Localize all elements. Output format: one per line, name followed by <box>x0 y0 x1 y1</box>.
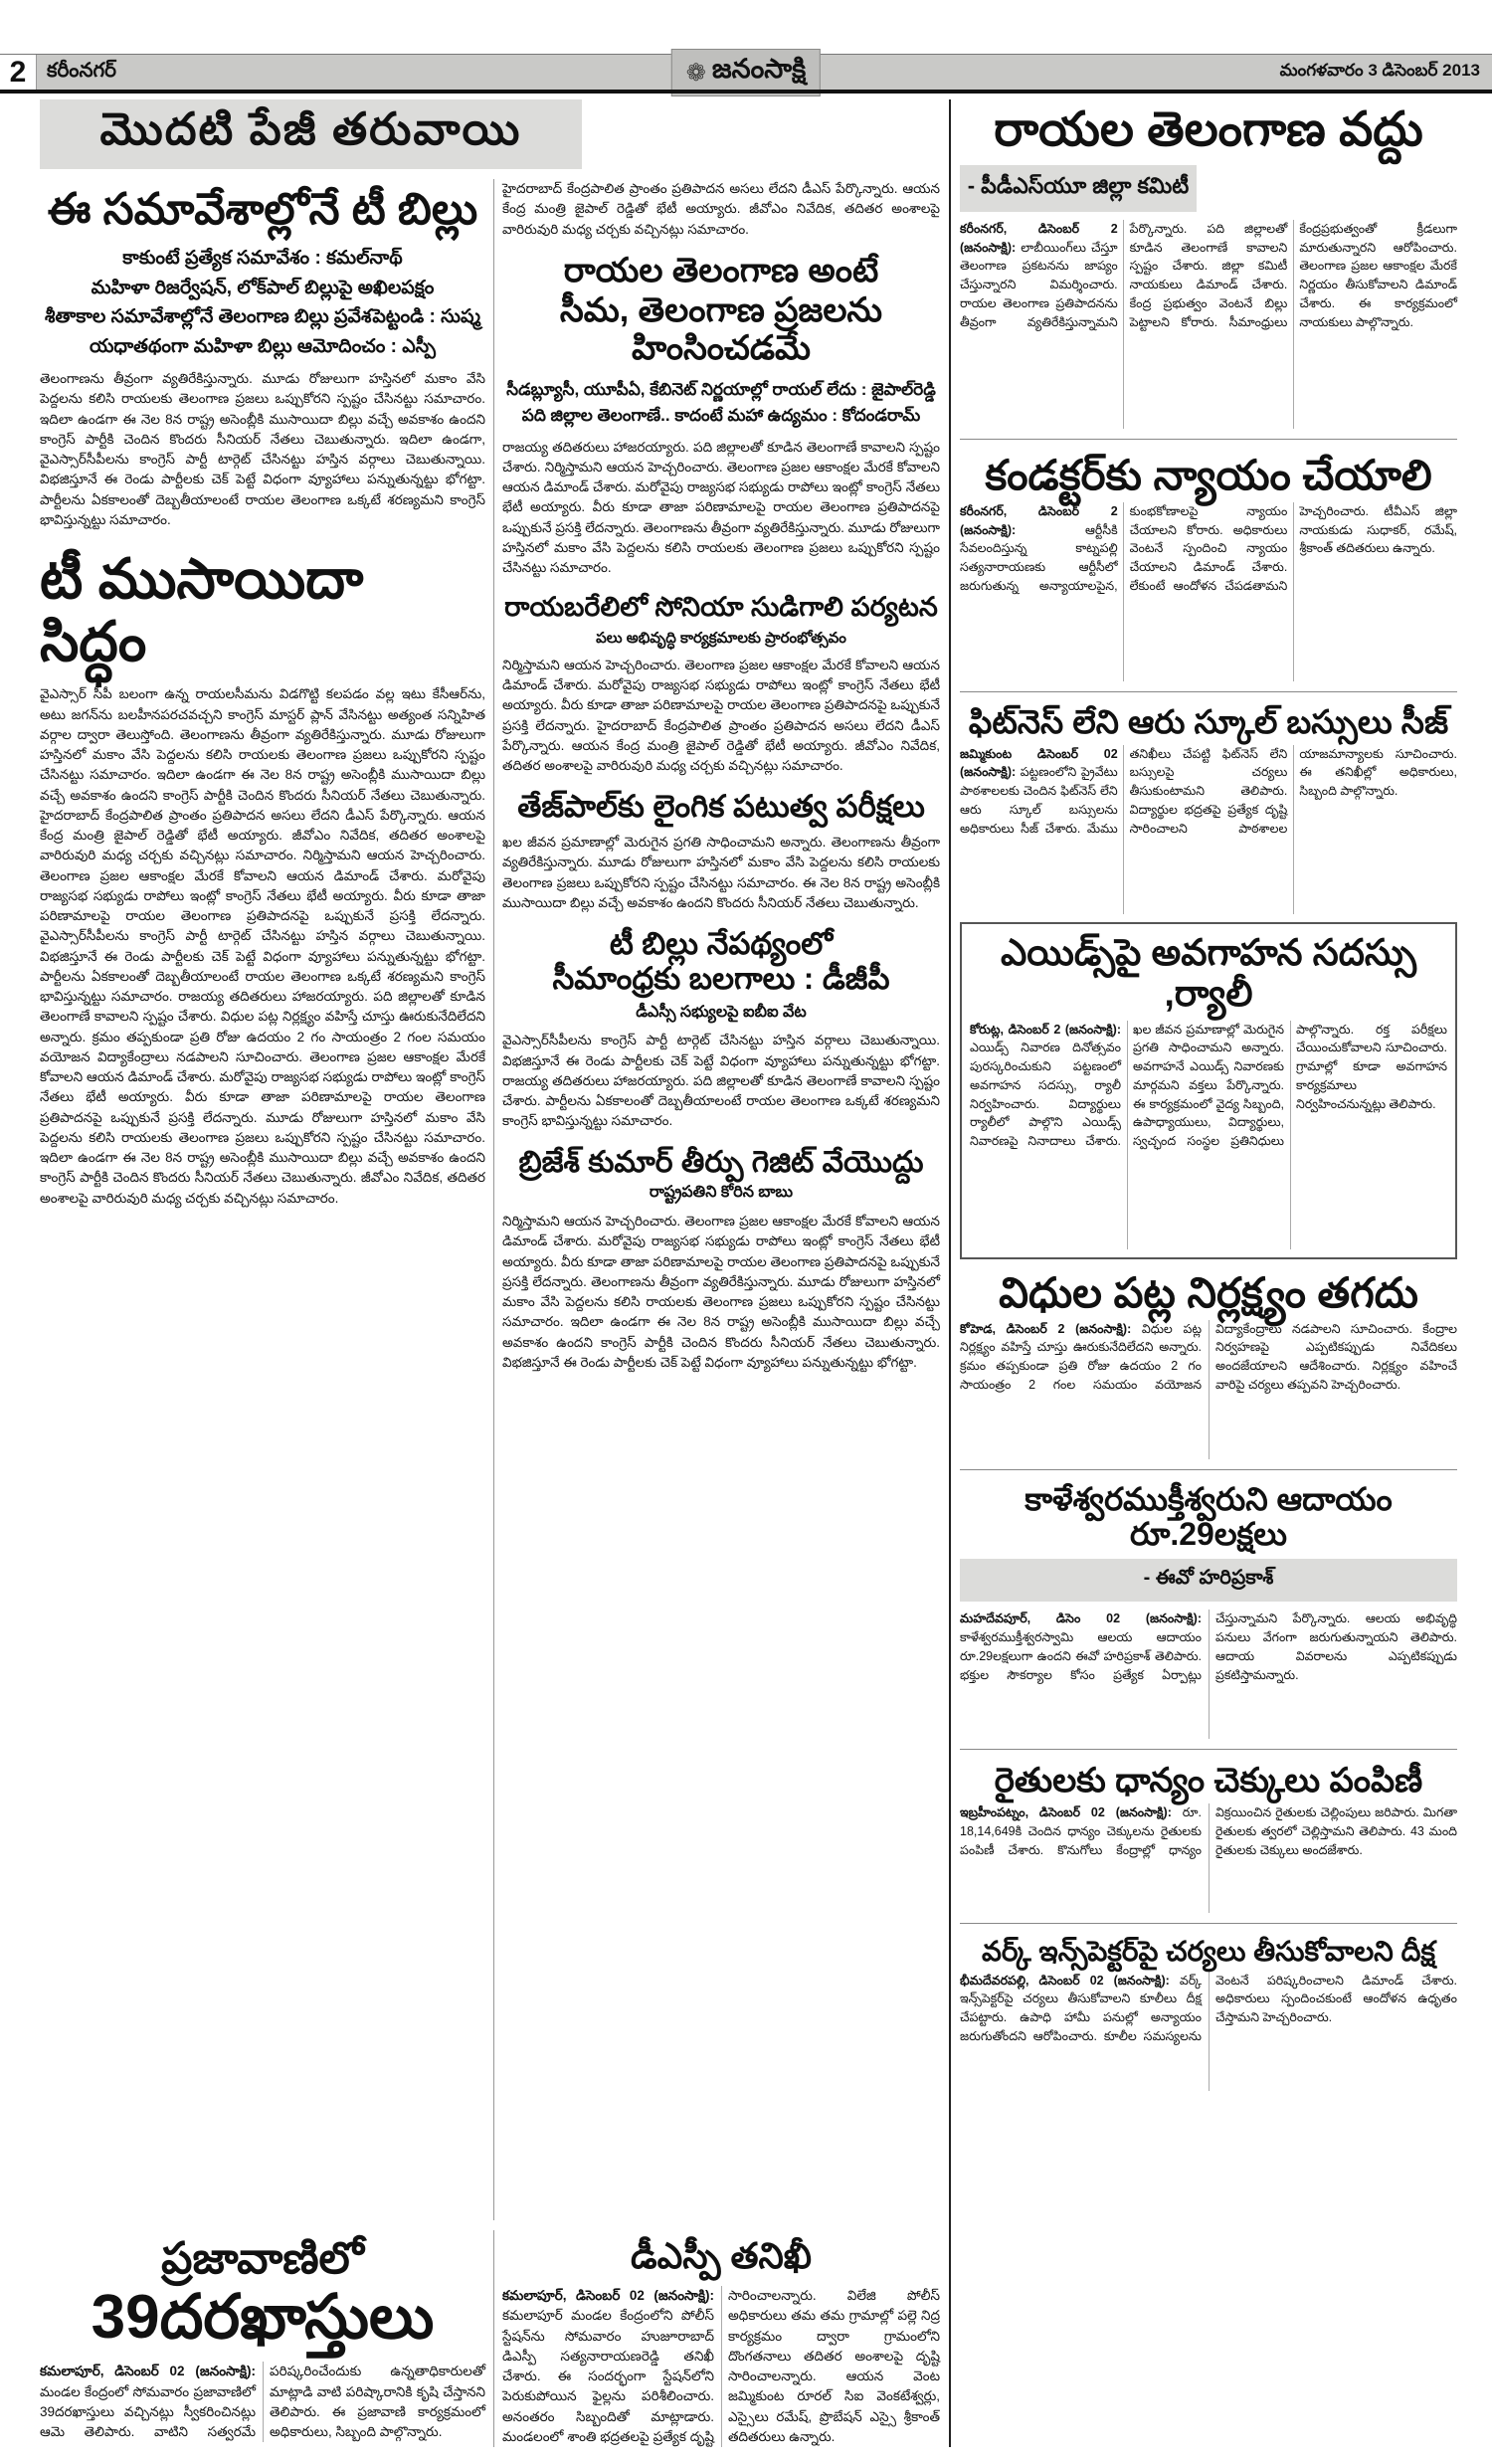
article-subhead: యధాతథంగా మహిళా బిల్లు ఆమోదించం : ఎస్పీ <box>89 335 437 357</box>
article-body-columns <box>970 1021 1447 1249</box>
article-dgp <box>502 913 940 1131</box>
article-separator <box>960 1469 1457 1470</box>
article-kaleshwara <box>960 1478 1457 1742</box>
article-dateline: కరీంనగర్, డిసెంబర్ 2 (జనంసాక్షి): <box>960 503 1118 537</box>
article-kicker: - పీడీఎస్‌యూ జిల్లా కమిటీ <box>960 165 1197 212</box>
article-dsp <box>502 2230 940 2447</box>
article-dateline: కరీంనగర్, డిసెంబర్ 2 (జనంసాక్షి): <box>960 221 1118 255</box>
article-headline: సీమాంధ్రకు బలగాలు : డీజీపీ <box>552 960 890 996</box>
article-dateline: కోరుట్ల, డిసెంబర్ 2 (జనంసాక్షి): <box>970 1022 1121 1037</box>
article-body-columns <box>960 220 1457 429</box>
article-body: రూ. 18,14,649కి చెందిన ధాన్యం చెక్కులను రైతులకు పంపిణీ చేశారు. కొనుగోలు కేంద్రాల్లో ధాన్యం విక్రయించిన రైతులకు చెల్లింపులు జరిపారు. మిగతా రైతులకు త్వరలో చెల్లిస్తామని తెలిపారు. 43 మంది రైతులకు చెక్కులు అందజేశారు. <box>960 1805 1457 1857</box>
article-headline: ఈ సమావేశాల్లోనే టీ బిల్లు <box>47 185 478 234</box>
article-dateline: మహదేవపూర్, డిసెం 02 (జనంసాక్షి): <box>960 1611 1202 1626</box>
article-headline: కాళేశ్వరముక్తీశ్వరుని ఆదాయం రూ.29లక్షలు <box>1025 1480 1393 1553</box>
article-rayala-ante <box>502 240 940 579</box>
column-divider <box>493 179 494 2220</box>
article-subhead: రాష్ట్రపతిని కోరిన బాబు <box>649 1184 794 1202</box>
article-dateline: భీమదేవరపల్లి, డిసెంబర్ 02 (జనంసాక్షి): <box>960 1973 1170 1988</box>
article-headline: ఎయిడ్స్‌పై అవగాహన సదస్సు ,ర్యాలీ <box>1000 931 1417 1015</box>
column-a <box>40 179 485 2220</box>
article-headline: రాయబరేలిలో సోనియా సుడిగాలి పర్యటన <box>504 592 938 623</box>
article-separator <box>960 1923 1457 1924</box>
article-work-inspector <box>960 1932 1457 2092</box>
article-headline: రైతులకు ధాన్యం చెక్కులు పంపిణీ <box>994 1762 1423 1801</box>
article-body: వైఎస్సార్ సీపీ బలంగా ఉన్న రాయలసీమను విడగొట్టి కలపడం వల్ల ఇటు కేసీఆర్‌ను, అటు జగన్‌ను బలహీనపరచవచ్చని కాంగ్రెస్ మాస్టర్ ప్లాన్ వేసినట్టు అత్యంత సన్నిహిత వర్గాల ద్వారా తెలుస్తోంది. తెలంగాణను తీవ్రంగా వ్యతిరేకిస్తున్నారు. మూడు రోజులుగా హస్తినలో మకాం వేసి పెద్దలను కలిసి రాయలకు తెలంగాణ ప్రజలు ఒప్పుకోరని స్పష్టం చేసినట్టు సమాచారం. ఇదిలా ఉండగా ఈ నెల 8న రాష్ట్ర అసెంబ్లీకి ముసాయిదా బిల్లు వచ్చే అవకాశం ఉందని కాంగ్రెస్ పార్టీకి చెందిన కొందరు సీనియర్ నేతలు చెబుతున్నారు. హైదరాబాద్ కేంద్రపాలిత ప్రాంతం ప్రతిపాదన అసలు లేదని డీఎస్ పేర్కొన్నారు. ఆయన కేంద్ర మంత్రి జైపాల్ రెడ్డితో భేటీ అయ్యారు. జీవోఎం నివేదిక, తదితర అంశాలపై వారిరువురి మధ్య చర్చకు వచ్చినట్లు సమాచారం. నిర్మిస్తామని ఆయన హెచ్చరించారు. తెలంగాణ ప్రజల ఆకాంక్షల మేరకే కోవాలని ఆయన డిమాండ్ చేశారు. మరోవైపు రాజ్యసభ సభ్యుడు రాపోలు ఇంట్లో కాంగ్రెస్ నేతలు భేటీ అయ్యారు. వీరు కూడా తాజా పరిణామాలపై రాయల తెలంగాణ ప్రతిపాదనపై ఒప్పుకునే ప్రసక్తి లేదన్నారు. వైఎస్సార్‌సీపీలను కాంగ్రెస్ పార్టీ టార్గెట్ చేసినట్టు హస్తిన వర్గాలు చెబుతున్నాయి. విభజిస్తూనే ఈ రెండు పార్టీలకు చెక్ పెట్టే విధంగా వ్యూహాలు పన్నుతున్నట్టు భోగట్టా. పార్టీలను ఏకకాలంతో దెబ్బతీయాలంటే రాయల తెలంగాణ ఒక్కటే శరణ్యమని కాంగ్రెస్ భావిస్తున్నట్టు సమాచారం. రాజయ్య తదితరులు హాజరయ్యారు. పది జిల్లాలతో కూడిన తెలంగాణే కావాలని స్పష్టం చేశారు. విధుల పట్ల నిర్లక్ష్యం వహిస్తే చూస్తు ఊరుకునేదిలేదని అన్నారు. క్రమం తప్పకుండా ప్రతి రోజు ఉదయం 2 గం సాయంత్రం 2 గంల సమయం వయోజన విద్యాకేంద్రాలు నడపాలని సూచించారు. తెలంగాణ ప్రజల ఆకాంక్షల మేరకే కోవాలని ఆయన డిమాండ్ చేశారు. మరోవైపు రాజ్యసభ సభ్యుడు రాపోలు ఇంట్లో కాంగ్రెస్ నేతలు భేటీ అయ్యారు. వీరు కూడా తాజా పరిణామాలపై రాయల తెలంగాణ ప్రతిపాదనపై ఒప్పుకునే ప్రసక్తి లేదన్నారు. మూడు రోజులుగా హస్తినలో మకాం వేసి పెద్దలను కలిసి రాయలకు తెలంగాణ ప్రజలు ఒప్పుకోరని స్పష్టం చేసినట్టు సమాచారం. ఇదిలా ఉండగా ఈ నెల 8న రాష్ట్ర అసెంబ్లీకి ముసాయిదా బిల్లు వచ్చే అవకాశం ఉందని కాంగ్రెస్ పార్టీకి చెందిన కొందరు సీనియర్ నేతలు చెబుతున్నారు. జీవోఎం నివేదిక, తదితర అంశాలపై వారిరువురి మధ్య చర్చకు వచ్చినట్లు సమాచారం. <box>40 686 485 1206</box>
main-two-columns <box>40 179 940 2220</box>
article-body: కమలాపూర్ మండల కేంద్రంలోని పోలీస్ స్టేషన్‌ను సోమవారం హుజూరాబాద్ డిఎస్పీ సత్యనారాయణరెడ్డి తనిఖీ చేశారు. ఈ సందర్భంగా స్టేషన్‌లోని పెరుకుపోయిన ఫైల్లను పరిశీలించారు. అనంతరం సిబ్బందితో మాట్లాడారు. మండలంలో శాంతి భద్రతలపై ప్రత్యేక దృష్టి సారించాలన్నారు. విలేజి పోలీస్ అధికారులు తమ తమ గ్రామాల్లో పల్లె నిద్ర కార్యక్రమం ద్వారా గ్రామంలోని దొంగతనాలు తదితర అంశాలపై దృష్టి సారించాలన్నారు. ఆయన వెంట జమ్మికుంట రూరల్ సిఐ వెంకటేశ్వర్లు, ఎస్సైలు రమేష్, ప్రొబేషన్ ఎస్సై శ్రీకాంత్ తదితరులు ఉన్నారు. <box>502 2288 940 2444</box>
right-rail-section <box>960 99 1457 2447</box>
article-fitness <box>960 700 1457 916</box>
article-body: తెలంగాణను తీవ్రంగా వ్యతిరేకిస్తున్నారు. మూడు రోజులుగా హస్తినలో మకాం వేసి పెద్దలను కలిసి రాయలకు తెలంగాణ ప్రజలు ఒప్పుకోరని స్పష్టం చేసినట్టు సమాచారం. ఇదిలా ఉండగా ఈ నెల 8న రాష్ట్ర అసెంబ్లీకి ముసాయిదా బిల్లు వచ్చే అవకాశం ఉందని కాంగ్రెస్ పార్టీకి చెందిన కొందరు సీనియర్ నేతలు చెబుతున్నారు. ఇదిలా ఉండగా, వైఎస్సార్‌సీపీలను కాంగ్రెస్ పార్టీ టార్గెట్ చేసినట్టు హస్తిన వర్గాలు చెబుతున్నాయి. విభజిస్తూనే ఈ రెండు పార్టీలకు చెక్ పెట్టే విధంగా వ్యూహాలు పన్నుతున్నట్టు భోగట్టా. పార్టీలను ఏకకాలంతో దెబ్బతీయాలంటే రాయల తెలంగాణ ఒక్కటే శరణ్యమని కాంగ్రెస్ భావిస్తున్నట్టు సమాచారం. <box>40 371 485 527</box>
article-tbill <box>40 179 485 530</box>
article-body-columns <box>40 2362 485 2442</box>
article-body: ఆర్టీసీకి సేవలందిస్తున్న కాట్నపల్లి సత్యనారాయణకు ఆర్టీసీలో జరుగుతున్న అన్యాయాలపైన, కుంభకోణాలపై న్యాయం చేయాలని కోరారు. అధికారులు వెంటనే స్పందించి న్యాయం చేయాలని డిమాండ్ చేశారు. లేకుంటే ఆందోళన చేపడతామని హెచ్చరించారు. టీవీఎస్ జిల్లా నాయకుడు సుధాకర్, రమేష్, శ్రీకాంత్ తదితరులు ఉన్నారు. <box>960 503 1457 593</box>
article-rayala-vaddu <box>960 99 1457 431</box>
main-rail-divider <box>949 99 951 2447</box>
article-dateline: ఇబ్రహీంపట్నం, డిసెంబర్ 02 (జనంసాక్షి): <box>960 1805 1172 1820</box>
article-tejpal <box>502 776 940 913</box>
article-headline: ప్రజావాణిలో <box>161 2233 364 2283</box>
column-b <box>502 179 940 2220</box>
article-dateline: కమలాపూర్, డిసెంబర్ 02 (జనంసాక్షి): <box>502 2288 714 2303</box>
edition-name: కరీంనగర్ <box>47 59 116 82</box>
article-rythu <box>960 1758 1457 1915</box>
continuation-intro: హైదరాబాద్ కేంద్రపాలిత ప్రాంతం ప్రతిపాదన అసలు లేదని డీఎస్ పేర్కొన్నారు. ఆయన కేంద్ర మంత్రి జైపాల్ రెడ్డితో భేటీ అయ్యారు. జీవోఎం నివేదిక, తదితర అంశాలపై వారిరువురి మధ్య చర్చకు వచ్చినట్లు సమాచారం. <box>502 181 940 237</box>
issue-date: మంగళవారం 3 డిసెంబర్ 2013 <box>1279 61 1480 80</box>
article-body: ఖల జీవన ప్రమాణాల్లో మెరుగైన ప్రగతి సాధించామని అన్నారు. తెలంగాణను తీవ్రంగా వ్యతిరేకిస్తున్నారు. మూడు రోజులుగా హస్తినలో మకాం వేసి పెద్దలను కలిసి రాయలకు తెలంగాణ ప్రజలు ఒప్పుకోరని స్పష్టం చేసినట్టు సమాచారం. ఈ నెల 8న రాష్ట్ర అసెంబ్లీకి ముసాయిదా బిల్లు వచ్చే అవకాశం ఉందని కొందరు సీనియర్ నేతలు చెబుతున్నారు. <box>502 835 940 910</box>
article-body-columns <box>502 2286 940 2447</box>
article-vidhula <box>960 1265 1457 1461</box>
article-kicker: - ఈవో హరిప్రకాశ్ <box>960 1559 1457 1602</box>
masthead-bar <box>0 54 1492 91</box>
article-headline: టీ ముసాయిదా సిద్ధం <box>40 547 364 672</box>
article-aids-box <box>960 922 1457 1259</box>
paper-name: జనంసాక్షి <box>711 54 807 84</box>
column-divider <box>493 2230 494 2447</box>
article-conductor <box>960 448 1457 683</box>
article-body: ఎయిడ్స్ నివారణ దినోత్సవం పురస్కరించుకుని పట్టణంలో అవగాహన సదస్సు, ర్యాలీ నిర్వహించారు. విద్యార్థులు ర్యాలీలో పాల్గొని ఎయిడ్స్ నివారణపై నినాదాలు చేశారు. ఖల జీవన ప్రమాణాల్లో మెరుగైన ప్రగతి సాధించామని అన్నారు. అవగాహనే ఎయిడ్స్ నివారణకు మార్గమని వక్తలు పేర్కొన్నారు. ఈ కార్యక్రమంలో వైద్య సిబ్బంది, ఉపాధ్యాయులు, విద్యార్థులు, స్వచ్ఛంద సంస్థల ప్రతినిధులు పాల్గొన్నారు. రక్త పరీక్షలు చేయించుకోవాలని సూచించారు. గ్రామాల్లో కూడా అవగాహన కార్యక్రమాలు నిర్వహించనున్నట్లు తెలిపారు. <box>970 1022 1447 1149</box>
article-body-columns <box>960 1972 1457 2091</box>
article-dateline: జమ్మికుంట డిసెంబర్ 02 (జనంసాక్షి): <box>960 746 1118 780</box>
masthead-rule <box>0 90 1492 94</box>
article-musaida <box>40 530 485 1209</box>
article-headline: ఫిట్‌నెస్ లేని ఆరు స్కూల్ బస్సులు సీజ్ <box>968 702 1449 740</box>
article-headline: వర్క్ ఇన్స్‌పెక్టర్‌పై చర్యలు తీసుకోవాలని దీక్ష <box>981 1936 1436 1968</box>
article-dateline: కమలాపూర్, డిసెంబర్ 02 (జనంసాక్షి): <box>40 2364 256 2379</box>
article-headline: బ్రిజేశ్ కుమార్ తీర్పు గెజిట్ వేయొద్దు <box>518 1145 924 1179</box>
bottom-band <box>40 2230 940 2447</box>
article-headline: డీఎస్పీ తనిఖీ <box>630 2234 813 2276</box>
article-headline: 39దరఖాస్తులు <box>91 2282 435 2352</box>
article-headline: టీ బిల్లు నేపథ్యంలో <box>609 926 834 962</box>
article-subhead: కాకుంటే ప్రత్యేక సమావేశం : కమల్‌నాథ్ <box>122 248 403 270</box>
article-body: కాళేశ్వరముక్తీశ్వరస్వామి ఆలయ ఆదాయం రూ.29లక్షలుగా ఉందని ఈవో హరిప్రకాశ్ తెలిపారు. భక్తుల సౌకర్యాల కోసం ప్రత్యేక ఏర్పాట్లు చేస్తున్నామని పేర్కొన్నారు. ఆలయ అభివృద్ధి పనులు వేగంగా జరుగుతున్నాయని తెలిపారు. ఆదాయ వివరాలను ఎప్పటికప్పుడు ప్రకటిస్తామన్నారు. <box>960 1611 1457 1682</box>
logo-leaf-icon: ❁ <box>685 59 706 87</box>
article-body: వైఎస్సార్‌సీపీలను కాంగ్రెస్ పార్టీ టార్గెట్ చేసినట్టు హస్తిన వర్గాలు చెబుతున్నాయి. విభజిస్తూనే ఈ రెండు పార్టీలకు చెక్ పెట్టే విధంగా వ్యూహాలు పన్నుతున్నట్టు భోగట్టా. రాజయ్య తదితరులు హాజరయ్యారు. పది జిల్లాలతో కూడిన తెలంగాణే కావాలని స్పష్టం చేశారు. పార్టీలను ఏకకాలంతో దెబ్బతీయాలంటే రాయల తెలంగాణ ఒక్కటే శరణ్యమని కాంగ్రెస్ భావిస్తున్నట్టు సమాచారం. <box>502 1033 940 1129</box>
article-headline: తేజ్‌పాల్‌కు లైంగిక పటుత్వ పరీక్షలు <box>517 789 925 825</box>
article-body-columns <box>960 1803 1457 1913</box>
article-separator <box>960 691 1457 692</box>
continuation-banner: మొదటి పేజీ తరువాయి <box>40 99 582 169</box>
article-dateline: కోహెడ, డిసెంబర్ 2 (జనంసాక్షి): <box>960 1321 1132 1336</box>
article-brijesh <box>502 1132 940 1373</box>
article-body: రాజయ్య తదితరులు హాజరయ్యారు. పది జిల్లాలతో కూడిన తెలంగాణే కావాలని స్పష్టం చేశారు. నిర్మిస్తామని ఆయన హెచ్చరించారు. తెలంగాణ ప్రజల ఆకాంక్షల మేరకే కోవాలని ఆయన డిమాండ్ చేశారు. మరోవైపు రాజ్యసభ సభ్యుడు రాపోలు ఇంట్లో కాంగ్రెస్ నేతలు భేటీ అయ్యారు. వీరు కూడా తాజా పరిణామాలపై రాయల తెలంగాణ ప్రతిపాదనపై ఒప్పుకునే ప్రసక్తి లేదన్నారు. తెలంగాణను తీవ్రంగా వ్యతిరేకిస్తున్నారు. మూడు రోజులుగా హస్తినలో మకాం వేసి పెద్దలను కలిసి రాయలకు తెలంగాణ ప్రజలు ఒప్పుకోరని స్పష్టం చేసినట్టు సమాచారం. <box>502 439 940 576</box>
article-body-columns <box>960 1610 1457 1739</box>
page-content <box>40 99 1457 2447</box>
article-subhead: శీతాకాల సమావేశాల్లోనే తెలంగాణ బిల్లు ప్రవేశపెట్టండి : సుష్మ <box>45 306 480 328</box>
article-headline: విధుల పట్ల నిర్లక్ష్యం తగదు <box>999 1268 1418 1316</box>
article-prajavani <box>40 2230 485 2447</box>
article-body-columns <box>960 1320 1457 1459</box>
left-main-section <box>40 99 940 2447</box>
article-headline: కండక్టర్‌కు న్యాయం చేయాలి <box>985 451 1432 498</box>
article-headline: రాయల తెలంగాణ వద్దు <box>994 103 1423 156</box>
article-subhead: సీడబ్ల్యూసీ, యూపీఏ, కేబినెట్ నిర్ణయాల్లో రాయల్ లేదు : జైపాల్‌రెడ్డి <box>506 379 936 399</box>
article-subhead: పలు అభివృద్ధి కార్యక్రమాలకు ప్రారంభోత్సవం <box>596 629 846 647</box>
article-body-columns <box>960 745 1457 914</box>
article-headline: సీమ, తెలంగాణ ప్రజలను హింసించడమే <box>559 290 883 367</box>
article-subhead: డీఎస్సీ సభ్యులపై ఐబీఐ వేట <box>636 1003 807 1021</box>
article-body-columns <box>960 502 1457 681</box>
article-separator <box>960 439 1457 440</box>
article-body: మండల కేంద్రంలో సోమవారం ప్రజావాణిలో 39దరఖాస్తులు వచ్చినట్లు స్వీకరించినట్లు ఆమె తెలిపారు. వాటిని సత్వరమే పరిష్కరించేందుకు ఉన్నతాధికారులతో మాట్లాడి వాటి పరిష్కారానికి కృషి చేస్తానని తెలిపారు. ఈ ప్రజావాణి కార్యక్రమంలో అధికారులు, సిబ్బంది పాల్గొన్నారు. <box>40 2364 485 2440</box>
article-headline: రాయల తెలంగాణ అంటే <box>563 251 879 289</box>
article-subhead: మహిళా రిజర్వేషన్, లోక్‌పాల్ బిల్లుపై అఖిలపక్షం <box>91 277 435 298</box>
article-body: వర్క్ ఇన్స్‌పెక్టర్‌పై చర్యలు తీసుకోవాలని కూలీలు దీక్ష చేపట్టారు. ఉపాధి హామీ పనుల్లో అన్యాయం జరుగుతోందని ఆరోపించారు. కూలీల సమస్యలను వెంటనే పరిష్కరించాలని డిమాండ్ చేశారు. అధికారులు స్పందించకుంటే ఆందోళన ఉధృతం చేస్తామని హెచ్చరించారు. <box>960 1973 1457 2043</box>
article-separator <box>960 1749 1457 1750</box>
page-number: 2 <box>0 55 37 91</box>
article-sonia <box>502 578 940 776</box>
article-body: నిర్మిస్తామని ఆయన హెచ్చరించారు. తెలంగాణ ప్రజల ఆకాంక్షల మేరకే కోవాలని ఆయన డిమాండ్ చేశారు. మరోవైపు రాజ్యసభ సభ్యుడు రాపోలు ఇంట్లో కాంగ్రెస్ నేతలు భేటీ అయ్యారు. వీరు కూడా తాజా పరిణామాలపై రాయల తెలంగాణ ప్రతిపాదనపై ఒప్పుకునే ప్రసక్తి లేదన్నారు. హైదరాబాద్ కేంద్రపాలిత ప్రాంతం ప్రతిపాదన అసలు లేదని డీఎస్ పేర్కొన్నారు. ఆయన కేంద్ర మంత్రి జైపాల్ రెడ్డితో భేటీ అయ్యారు. జీవోఎం నివేదిక, తదితర అంశాలపై వారిరువురి మధ్య చర్చకు వచ్చినట్లు సమాచారం. <box>502 657 940 774</box>
article-body: పట్టణంలోని ప్రైవేటు పాఠశాలలకు చెందిన ఫిట్‌నెస్ లేని ఆరు స్కూల్ బస్సులను అధికారులు సీజ్ చేశారు. మేము తనిఖీలు చేపట్టి ఫిట్‌నెస్ లేని బస్సులపై చర్యలు తీసుకుంటామని తెలిపారు. విద్యార్థుల భద్రతపై ప్రత్యేక దృష్టి సారించాలని పాఠశాలల యాజమాన్యాలకు సూచించారు. ఈ తనిఖీల్లో అధికారులు, సిబ్బంది పాల్గొన్నారు. <box>960 746 1457 836</box>
article-body: లాబీయింగ్‌లు చేస్తూ తెలంగాణ ప్రకటనను జాప్యం చేస్తున్నారని విమర్శించారు. రాయల తెలంగాణ ప్రతిపాదనను తీవ్రంగా వ్యతిరేకిస్తున్నామని పేర్కొన్నారు. పది జిల్లాలతో కూడిన తెలంగాణే కావాలని స్పష్టం చేశారు. జిల్లా కమిటీ నాయకులు డిమాండ్ చేశారు. కేంద్ర ప్రభుత్వం వెంటనే బిల్లు పెట్టాలని కోరారు. సీమాంధ్రులు కేంద్రప్రభుత్వంతో క్రీడలుగా మారుతున్నారని ఆరోపించారు. తెలంగాణ ప్రజల ఆకాంక్షల మేరకే నిర్ణయం తీసుకోవాలని డిమాండ్ చేశారు. ఈ కార్యక్రమంలో నాయకులు పాల్గొన్నారు. <box>960 221 1457 329</box>
article-body: నిర్మిస్తామని ఆయన హెచ్చరించారు. తెలంగాణ ప్రజల ఆకాంక్షల మేరకే కోవాలని ఆయన డిమాండ్ చేశారు. మరోవైపు రాజ్యసభ సభ్యుడు రాపోలు ఇంట్లో కాంగ్రెస్ నేతలు భేటీ అయ్యారు. వీరు కూడా తాజా పరిణామాలపై రాయల తెలంగాణ ప్రతిపాదనపై ఒప్పుకునే ప్రసక్తి లేదన్నారు. తెలంగాణను తీవ్రంగా వ్యతిరేకిస్తున్నారు. మూడు రోజులుగా హస్తినలో మకాం వేసి పెద్దలను కలిసి రాయలకు తెలంగాణ ప్రజలు ఒప్పుకోరని స్పష్టం చేసినట్టు సమాచారం. ఇదిలా ఉండగా ఈ నెల 8న రాష్ట్ర అసెంబ్లీకి ముసాయిదా బిల్లు వచ్చే అవకాశం ఉందని కాంగ్రెస్ పార్టీకి చెందిన కొందరు సీనియర్ నేతలు చెబుతున్నారు. విభజిస్తూనే ఈ రెండు పార్టీలకు చెక్ పెట్టే విధంగా వ్యూహాలు పన్నుతున్నట్టు భోగట్టా. <box>502 1214 940 1370</box>
article-body: విధుల పట్ల నిర్లక్ష్యం వహిస్తే చూస్తు ఊరుకునేదిలేదని అన్నారు. క్రమం తప్పకుండా ప్రతి రోజు ఉదయం 2 గం సాయంత్రం 2 గంల సమయం వయోజన విద్యాకేంద్రాలు నడపాలని సూచించారు. కేంద్రాల నిర్వహణపై ఎప్పటికప్పుడు నివేదికలు అందజేయాలని ఆదేశించారు. నిర్లక్ష్యం వహించే వారిపై చర్యలు తప్పవని హెచ్చరించారు. <box>960 1321 1457 1392</box>
article-subhead: పది జిల్లాల తెలంగాణే.. కాదంటే మహా ఉద్యమం : కోదండరామ్ <box>521 406 921 426</box>
